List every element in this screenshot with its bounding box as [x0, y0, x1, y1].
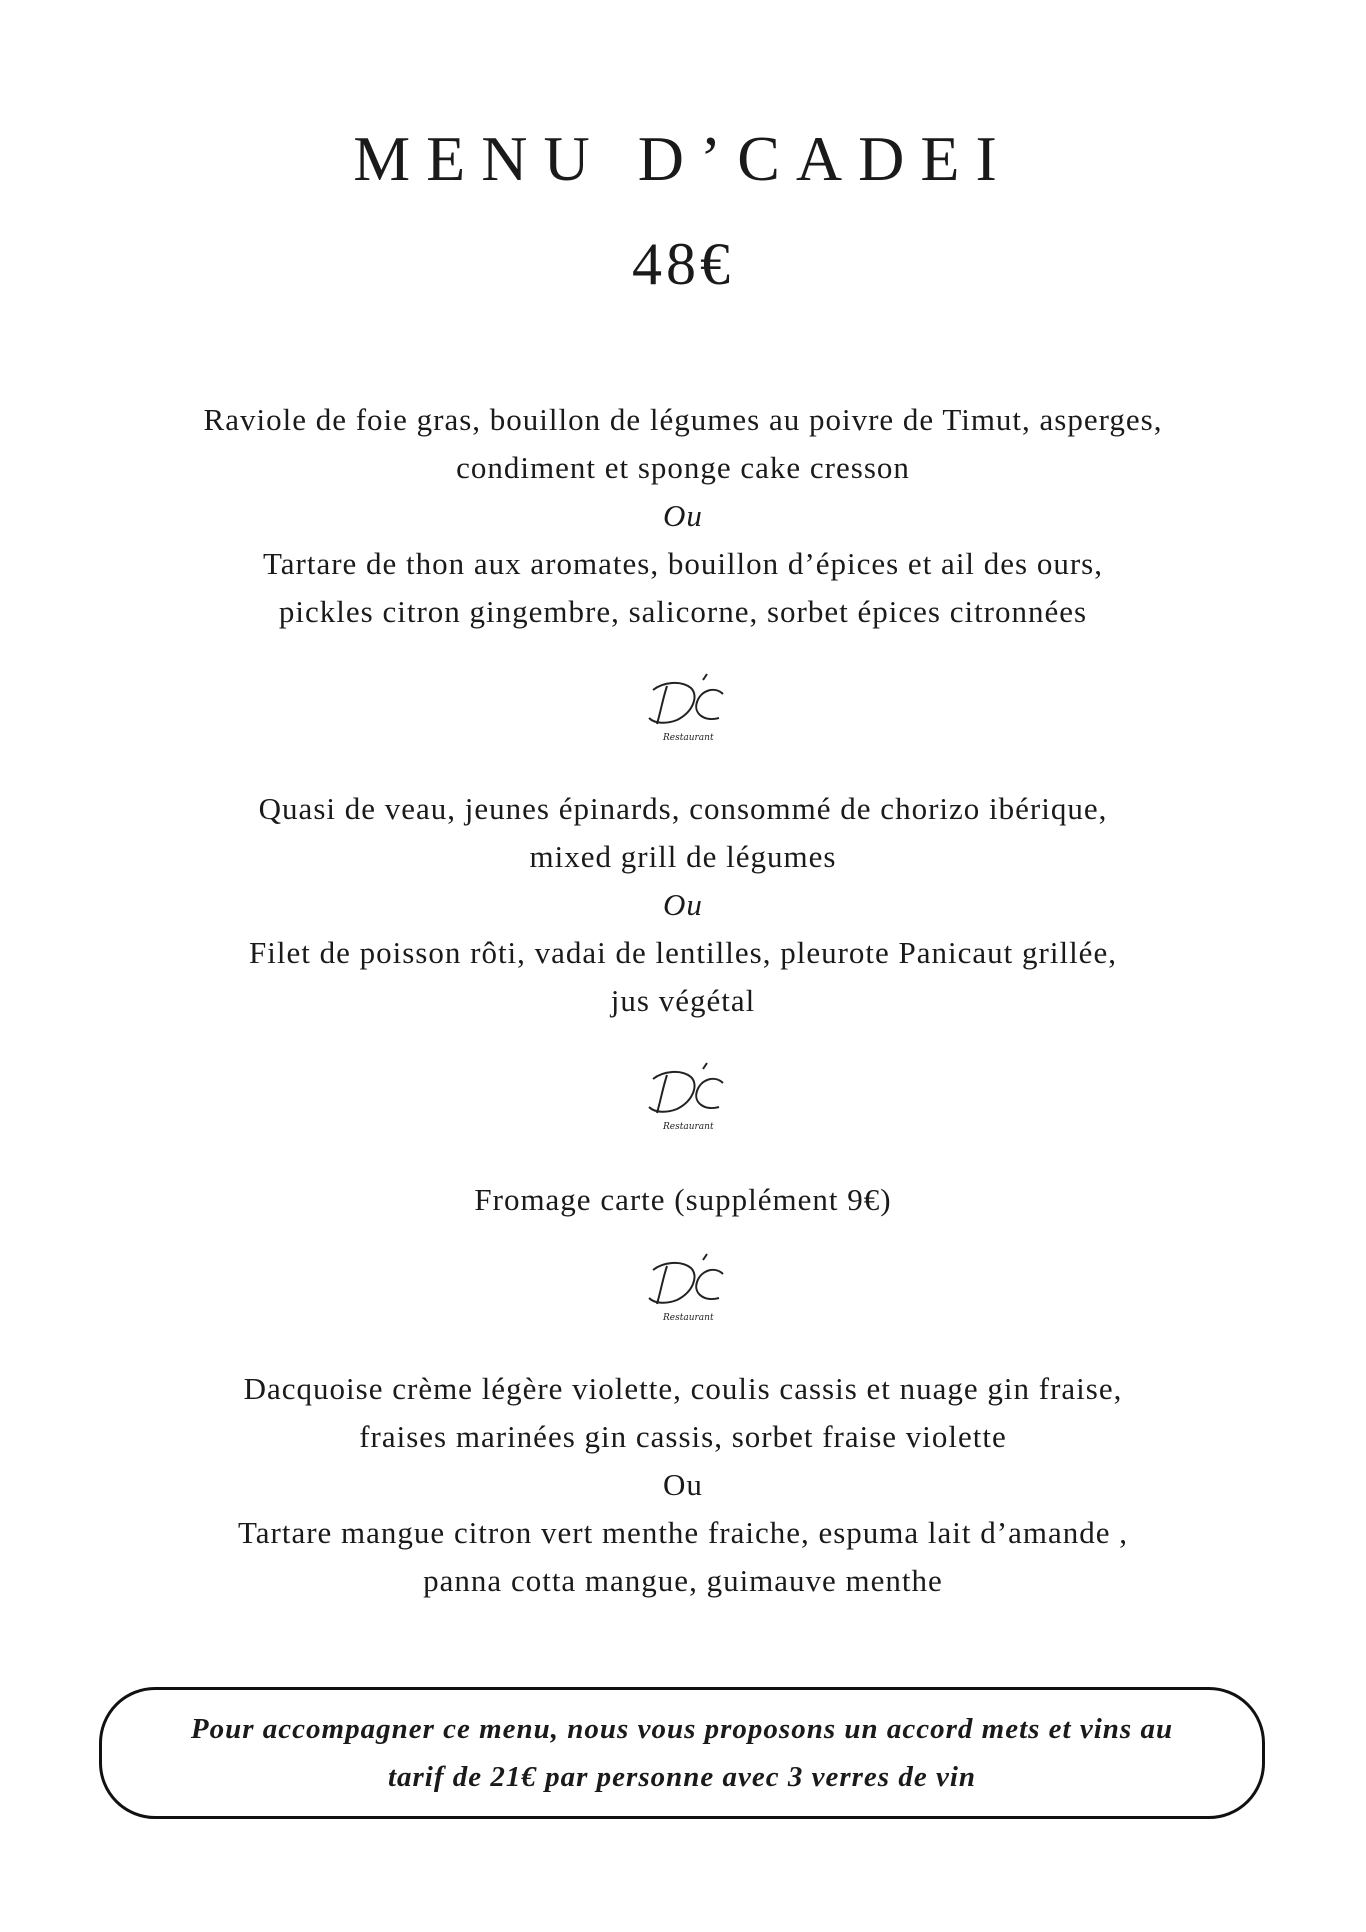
note-line: Pour accompagner ce menu, nous vous proposons un accord mets et vins au	[190, 1713, 1174, 1745]
note-line: tarif de 21€ par personne avec 3 verres de vin	[387, 1761, 977, 1793]
dish-line: Raviole de foie gras, bouillon de légumes au poivre de Timut, asperges,	[203, 402, 1163, 437]
course-dessert	[0, 1365, 1366, 1605]
dish-line: Dacquoise crème légère violette, coulis cassis et nuage gin fraise,	[243, 1371, 1123, 1406]
menu-price: 48€	[632, 231, 734, 297]
dish-line: Fromage carte (supplément 9€)	[474, 1182, 892, 1217]
restaurant-logo-icon	[633, 1057, 733, 1137]
svg-text:Restaurant: Restaurant	[663, 1313, 714, 1323]
dish-line: condiment et sponge cake cresson	[456, 450, 910, 485]
dish-line: Tartare mangue citron vert menthe fraiche, espuma lait d’amande ,	[238, 1515, 1128, 1550]
dish-line: jus végétal	[610, 983, 756, 1018]
dish-line: Tartare de thon aux aromates, bouillon d’épices et ail des ours,	[262, 546, 1103, 581]
course-main	[0, 785, 1366, 1025]
or-separator: Ou	[663, 498, 703, 533]
svg-text:Restaurant: Restaurant	[663, 733, 714, 743]
dish-line: fraises marinées gin cassis, sorbet fraise violette	[359, 1419, 1007, 1454]
or-separator: Ou	[663, 1467, 703, 1502]
restaurant-logo-icon	[633, 668, 733, 748]
dish-line: Filet de poisson rôti, vadai de lentilles, pleurote Panicaut grillée,	[249, 935, 1117, 970]
wine-pairing-note	[99, 1687, 1265, 1819]
course-cheese	[0, 1176, 1366, 1224]
svg-text:Restaurant: Restaurant	[663, 1122, 714, 1132]
dish-line: Quasi de veau, jeunes épinards, consommé de chorizo ibérique,	[258, 791, 1108, 826]
course-starter	[0, 396, 1366, 636]
dish-line: mixed grill de légumes	[529, 839, 837, 874]
or-separator: Ou	[663, 887, 703, 922]
restaurant-logo-icon	[633, 1248, 733, 1328]
dish-line: pickles citron gingembre, salicorne, sorbet épices citronnées	[278, 594, 1088, 629]
menu-title: MENU D’CADEI	[353, 123, 1013, 194]
dish-line: panna cotta mangue, guimauve menthe	[423, 1563, 943, 1598]
